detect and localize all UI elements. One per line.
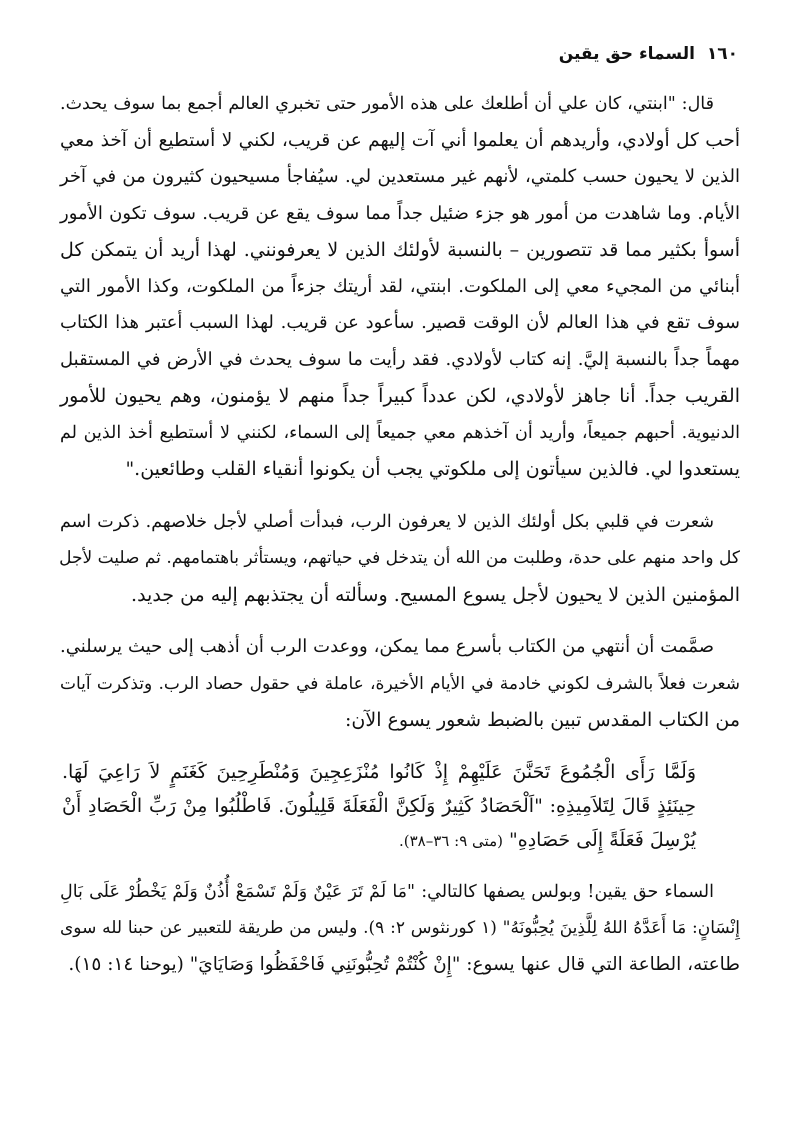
paragraph-spacer [60, 739, 740, 755]
text-line: القريب جداً. أنا جاهز لأولادي، لكن عدداً كبيراً جداً منهم لا يؤمنون، وهم يحيون للأمور [60, 385, 740, 407]
paragraph-spacer [60, 488, 740, 504]
text-line: إِنْسَانٍ: مَا أَعَدَّهُ اللهُ لِلَّذِينَ يُحِبُّونَهُ" (١ كورنثوس ٢: ٩). وليس من طريقة للتعبير عن حبنا لله سوى [60, 918, 740, 938]
text-line: شعرت في قلبي بكل أولئك الذين لا يعرفون الرب، فبدأت أصلي لأجل خلاصهم. ذكرت اسم [60, 511, 714, 532]
text-line: المؤمنين الذين لا يحيون لأجل يسوع المسيح. وسألته أن يجتذبهم إليه من جديد. [131, 583, 740, 606]
quote-line [60, 823, 740, 858]
quote-line-text: يُرْسِلَ فَعَلَةً إِلَى حَصَادِهِ" [509, 828, 696, 851]
text-line: الدنيوية. أحبهم جميعاً، وأريد أن آخذهم معي جميعاً إلى السماء، لكنني لا أستطيع أخذ الذين لم [60, 422, 740, 443]
text-line: سوف تقع في هذا العالم لأن الوقت قصير. سأعود عن قريب. لهذا السبب أعتبر هذا الكتاب [60, 312, 740, 333]
text-line: مهماً جداً بالنسبة إليَّ. إنه كتاب لأولادي. فقد رأيت ما سوف يحدث في الأرض في المستقبل [60, 348, 740, 370]
paragraph-resolve [60, 629, 740, 739]
text-line: الذين لا يحيون حسب كلمتي، لأنهم غير مستعدين لي. سيُفاجأ مسيحيون كثيرون من في آخر [60, 166, 740, 187]
text-line: أسوأ بكثير مما قد تتصورين – بالنسبة لأولئك الذين لا يعرفونني. لهذا أريد أن يتمكن كل [60, 239, 740, 261]
quote-line: وَلَمَّا رَأَى الْجُمُوعَ تَحَنَّنَ عَلَيْهِمْ إِذْ كَانُوا مُنْزَعِجِينَ وَمُنْطَرِحِينَ كَغَنَمٍ لاَ رَاعِيَ لَهَا. [62, 760, 696, 783]
text-line: صمَّمت أن أنتهي من الكتاب بأسرع مما يمكن، ووعدت الرب أن أذهب إلى حيث يرسلني. [60, 636, 714, 657]
running-header [559, 44, 738, 64]
text-line: شعرت فعلاً بالشرف لكوني خادمة في الأيام الأخيرة، عاملة في حقول حصاد الرب. وتذكرت آيات [60, 673, 740, 694]
text-line: كل واحد منهم على حدة، وطلبت من الله أن يتدخل في حياتهم، ويستأثر باهتمامهم. ثم صليت لأجل [59, 548, 740, 568]
scripture-reference: (متى ٩: ٣٦–٣٨). [399, 831, 503, 850]
book-page [60, 0, 740, 1123]
text-line: قال: "ابنتي، كان علي أن أطلعك على هذه الأمور حتى تخبري العالم أجمع بما سوف يحدث. [60, 94, 714, 114]
scripture-quote [60, 755, 740, 858]
paragraph-spacer [60, 613, 740, 629]
text-line: أحب كل أولادي، وأريدهم أن يعلموا أني آت إليهم عن قريب، لكني لا أستطيع أن آخذ معي [60, 129, 740, 151]
quote-line: حِينَئِذٍ قَالَ لِتَلاَمِيذِهِ: "اَلْحَصَادُ كَثِيرٌ وَلَكِنَّ الْفَعَلَةَ قَلِيلُونَ. فَاطْلُبُوا مِنْ رَبِّ الْحَصَادِ أَنْ [62, 794, 696, 817]
body-text [60, 86, 740, 983]
text-line: يستعدوا لي. فالذين سيأتون إلى ملكوتي يجب أن يكونوا أنقياء القلب وطائعين." [125, 458, 740, 480]
text-line: أبنائي من المجيء معي إلى الملكوت. ابنتي، لقد أريتك جزءاً من الملكوت، وكذا الأمور التي [60, 275, 740, 297]
text-line: السماء حق يقين! وبولس يصفها كالتالي: "مَا لَمْ تَرَ عَيْنٌ وَلَمْ تَسْمَعْ أُذُنٌ وَلَمْ يَخْطُرْ عَلَى بَالِ [60, 881, 714, 902]
paragraph-prayer [60, 504, 740, 614]
text-line: طاعته، الطاعة التي قال عنها يسوع: "إِنْ كُنْتُمْ تُحِبُّونَنِي فَاحْفَظُوا وَصَايَايَ" (يوحنا ١٤: ١٥). [68, 953, 740, 975]
paragraph-spacer [60, 858, 740, 874]
running-title: السماء حق يقين [558, 44, 695, 64]
text-line: الأيام. وما شاهدت من أمور هو جزء ضئيل جداً مما سوف يقع عن قريب. سوف تكون الأمور [60, 202, 740, 224]
paragraph-quoted-speech [60, 86, 740, 488]
text-line: من الكتاب المقدس تبين بالضبط شعور يسوع الآن: [345, 709, 740, 731]
paragraph-closing [60, 874, 740, 984]
page-number: ١٦٠ [706, 44, 738, 64]
